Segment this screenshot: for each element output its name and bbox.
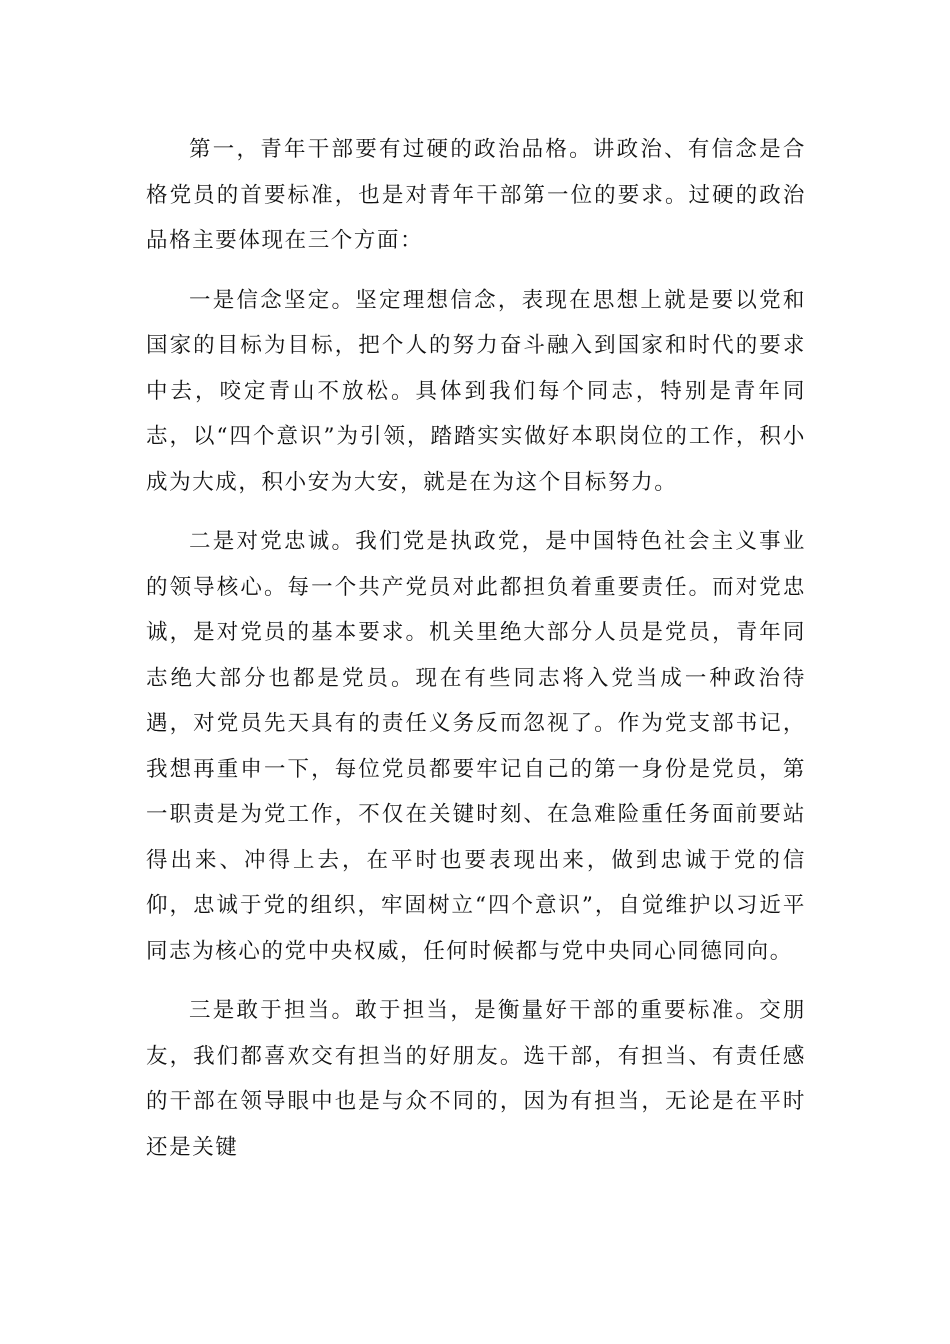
paragraph-firm-belief: 一是信念坚定。坚定理想信念，表现在思想上就是要以党和国家的目标为目标，把个人的努力奋斗融入到国家和时代的要求中去，咬定青山不放松。具体到我们每个同志，特别是青年同志，以“四个意识”为引领，踏踏实实做好本职岗位的工作，积小成为大成，积小安为大安，就是在为这个目标努力。 bbox=[146, 287, 806, 495]
paragraph-party-loyalty: 二是对党忠诚。我们党是执政党，是中国特色社会主义事业的领导核心。每一个共产党员对此都担负着重要责任。而对党忠诚，是对党员的基本要求。机关里绝大部分人员是党员，青年同志绝大部分也都是党员。现在有些同志将入党当成一种政治待遇，对党员先天具有的责任义务反而忽视了。作为党支部书记，我想再重申一下，每位党员都要牢记自己的第一身份是党员，第一职责是为党工作，不仅在关键时刻、在急难险重任务面前要站得出来、冲得上去，在平时也要表现出来，做到忠诚于党的信仰，忠诚于党的组织，牢固树立“四个意识”，自觉维护以习近平同志为核心的党中央权威，任何时候都与党中央同心同德同向。 bbox=[146, 529, 806, 964]
paragraph-responsibility: 三是敢于担当。敢于担当，是衡量好干部的重要标准。交朋友，我们都喜欢交有担当的好朋友。选干部，有担当、有责任感的干部在领导眼中也是与众不同的，因为有担当，无论是在平时还是关键 bbox=[146, 998, 806, 1160]
paragraph-political-character: 第一，青年干部要有过硬的政治品格。讲政治、有信念是合格党员的首要标准，也是对青年干部第一位的要求。过硬的政治品格主要体现在三个方面： bbox=[146, 137, 806, 253]
document-body bbox=[146, 127, 806, 1184]
